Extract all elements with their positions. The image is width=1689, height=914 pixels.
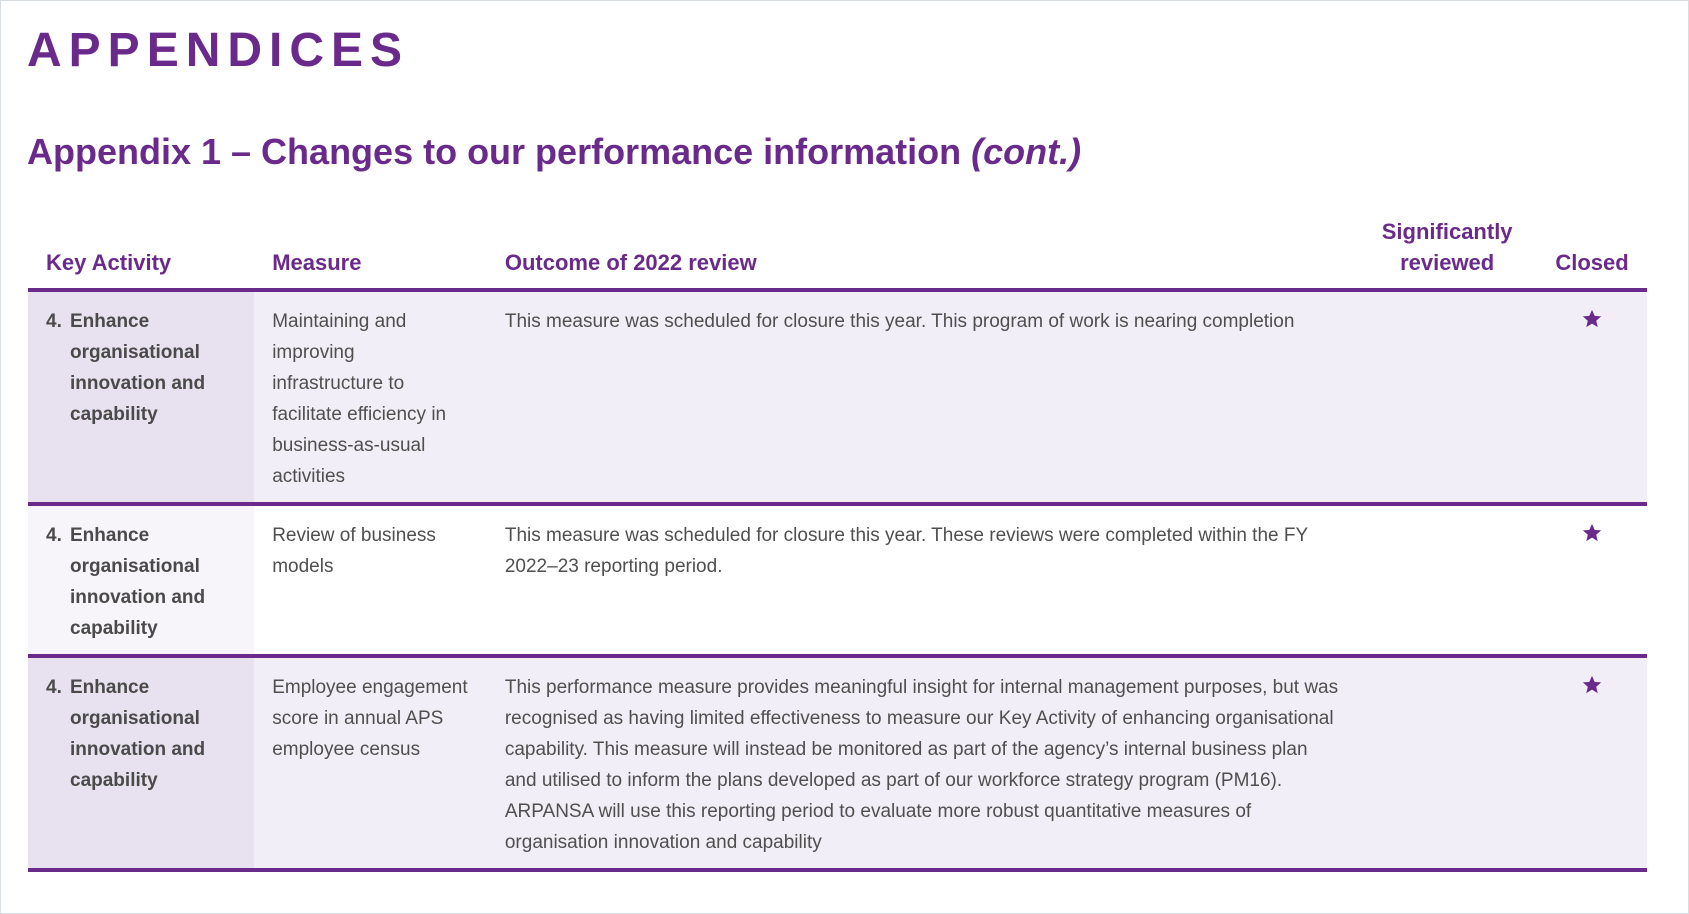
outcome-cell: This measure was scheduled for closure this year. This program of work is nearing completion <box>487 290 1357 504</box>
header-closed: Closed <box>1537 216 1647 290</box>
outcome-cell: This measure was scheduled for closure this year. These reviews were completed within the FY 2022–23 reporting period. <box>487 504 1357 656</box>
measure-cell: Review of business models <box>254 504 487 656</box>
closed-cell <box>1537 504 1647 656</box>
header-outcome: Outcome of 2022 review <box>487 216 1357 290</box>
performance-changes-table <box>28 216 1647 872</box>
table-header-row <box>28 216 1647 290</box>
activity-text: Enhance organisational innovation and capability <box>70 677 206 791</box>
table-row <box>28 656 1647 870</box>
significantly-reviewed-cell <box>1357 504 1537 656</box>
closed-cell <box>1537 656 1647 870</box>
header-significantly-reviewed <box>1357 216 1537 290</box>
key-activity-cell <box>28 504 254 656</box>
closed-cell <box>1537 290 1647 504</box>
key-activity-cell <box>28 290 254 504</box>
activity-number: 4. <box>46 525 62 546</box>
activity-text: Enhance organisational innovation and capability <box>70 525 206 639</box>
table-row <box>28 504 1647 656</box>
header-key-activity: Key Activity <box>28 216 254 290</box>
star-icon <box>1581 674 1603 696</box>
significantly-reviewed-cell <box>1357 656 1537 870</box>
activity-text: Enhance organisational innovation and capability <box>70 311 206 425</box>
appendix-title-suffix: (cont.) <box>971 131 1082 172</box>
measure-cell: Maintaining and improving infrastructure to facilitate efficiency in business-as-usual activities <box>254 290 487 504</box>
header-significantly-reviewed-line1: Significantly <box>1381 219 1513 244</box>
measure-cell: Employee engagement score in annual APS employee census <box>254 656 487 870</box>
header-significantly-reviewed-line2: reviewed <box>1400 250 1495 275</box>
key-activity-cell <box>28 656 254 870</box>
appendix-title <box>27 131 1081 173</box>
activity-number: 4. <box>46 311 62 332</box>
activity-number: 4. <box>46 677 62 698</box>
significantly-reviewed-cell <box>1357 290 1537 504</box>
header-measure: Measure <box>254 216 487 290</box>
star-icon <box>1581 308 1603 330</box>
outcome-cell: This performance measure provides meaningful insight for internal management purposes, but was recognised as having limited effectiveness to measure our Key Activity of enhancing organisational capability. This measure will instead be monitored as part of the agency’s internal business plan and utilised to inform the plans developed as part of our workforce strategy program (PM16). ARPANSA will use this reporting period to evaluate more robust quantitative measures of organisation innovation and capability <box>487 656 1357 870</box>
table-row <box>28 290 1647 504</box>
appendix-title-text: Appendix 1 – Changes to our performance information <box>27 131 962 172</box>
star-icon <box>1581 522 1603 544</box>
section-title: APPENDICES <box>27 24 410 77</box>
table-body <box>28 290 1647 870</box>
